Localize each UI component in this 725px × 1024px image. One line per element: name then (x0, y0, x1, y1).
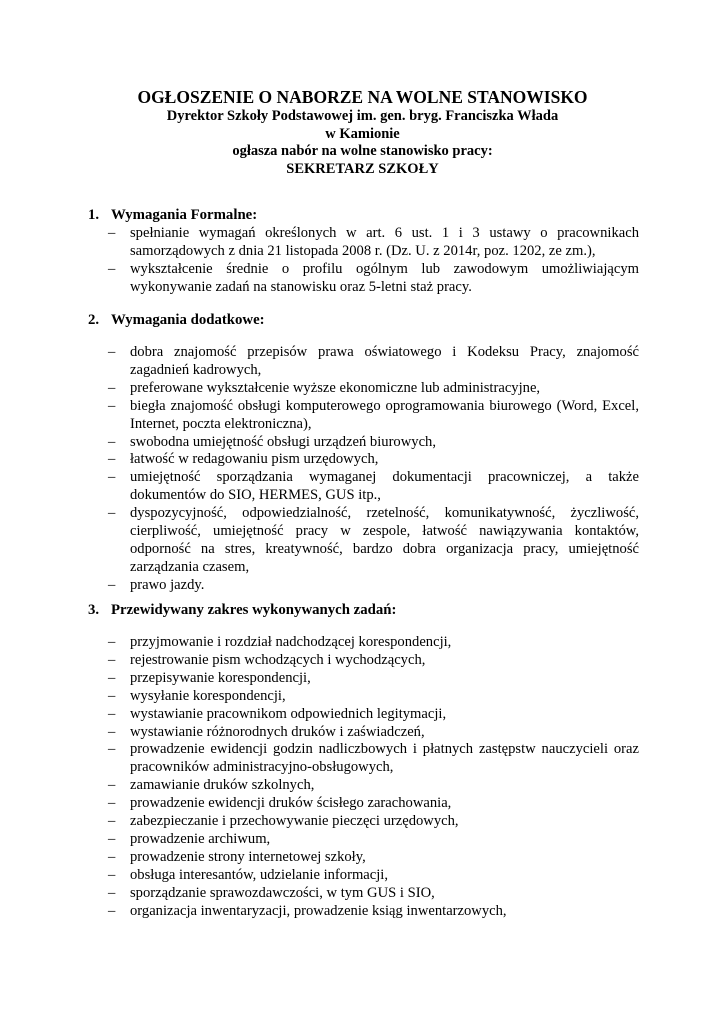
formal-requirements-list (108, 225, 639, 297)
section-number: 3. (88, 602, 100, 618)
list-item: – wystawianie pracownikom odpowiednich legitymacji, (108, 706, 639, 724)
task-scope-list (108, 634, 639, 921)
section-number: 2. (88, 312, 100, 328)
list-item: – dobra znajomość przepisów prawa oświatowego i Kodeksu Pracy, znajomość zagadnień kadrowych, (108, 344, 639, 380)
list-item: – biegła znajomość obsługi komputerowego oprogramowania biurowego (Word, Excel, Internet, poczta elektroniczna), (108, 398, 639, 434)
list-item: – wystawianie różnorodnych druków i zaświadczeń, (108, 724, 639, 742)
list-item: – umiejętność sporządzania wymaganej dokumentacji pracowniczej, a także dokumentów do SIO, HERMES, GUS itp., (108, 469, 639, 505)
list-item: – wysyłanie korespondencji, (108, 688, 639, 706)
page-title: OGŁOSZENIE O NABORZE NA WOLNE STANOWISKO (137, 87, 588, 107)
list-item: – organizacja inwentaryzacji, prowadzenie ksiąg inwentarzowych, (108, 903, 639, 921)
list-item: – preferowane wykształcenie wyższe ekonomiczne lub administracyjne, (108, 380, 639, 398)
list-item: – prowadzenie archiwum, (108, 831, 639, 849)
list-item: – prawo jazdy. (108, 577, 639, 595)
list-item: – spełnianie wymagań określonych w art. 6 ust. 1 i 3 ustawy o pracownikach samorządowych z dnia 21 listopada 2008 r. (Dz. U. z 2014r, poz. 1202, ze zm.), (108, 225, 639, 261)
section-heading-formal-requirements (88, 206, 257, 224)
header-announcement-line: ogłasza nabór na wolne stanowisko pracy: (232, 143, 493, 160)
section-heading-task-scope (88, 601, 396, 619)
list-item: – prowadzenie strony internetowej szkoły, (108, 849, 639, 867)
header-location-line: w Kamionie (325, 125, 400, 142)
list-item: – prowadzenie ewidencji druków ścisłego zarachowania, (108, 795, 639, 813)
section-heading-additional-requirements (88, 311, 265, 329)
list-item: – przepisywanie korespondencji, (108, 670, 639, 688)
header-director-line: Dyrektor Szkoły Podstawowej im. gen. bryg. Franciszka Włada (166, 108, 559, 124)
list-item: – zabezpieczanie i przechowywanie pieczęci urzędowych, (108, 813, 639, 831)
list-item: – dyspozycyjność, odpowiedzialność, rzetelność, komunikatywność, życzliwość, cierpliwość, umiejętność pracy w zespole, łatwość nawiązywania kontaktów, odporność na stres, kreatywność, bardzo dobra organizacja pracy, umiejętność zarządzania czasem, (108, 505, 639, 577)
section-number: 1. (88, 207, 100, 223)
list-item: – swobodna umiejętność obsługi urządzeń biurowych, (108, 434, 639, 452)
list-item: – rejestrowanie pism wchodzących i wychodzących, (108, 652, 639, 670)
list-item: – prowadzenie ewidencji godzin nadliczbowych i płatnych zastępstw nauczycieli oraz pracowników administracyjno-obsługowych, (108, 741, 639, 777)
list-item: – sporządzanie sprawozdawczości, w tym GUS i SIO, (108, 885, 639, 903)
list-item: – zamawianie druków szkolnych, (108, 777, 639, 795)
list-item: – obsługa interesantów, udzielanie informacji, (108, 867, 639, 885)
list-item: – wykształcenie średnie o profilu ogólnym lub zawodowym umożliwiającym wykonywanie zadań na stanowisku oraz 5-letni staż pracy. (108, 261, 639, 297)
additional-requirements-list (108, 344, 639, 595)
section-title: Wymagania dodatkowe: (111, 312, 265, 328)
document-header (0, 87, 725, 178)
list-item: – łatwość w redagowaniu pism urzędowych, (108, 451, 639, 469)
list-item: – przyjmowanie i rozdział nadchodzącej korespondencji, (108, 634, 639, 652)
section-title: Wymagania Formalne: (111, 207, 258, 223)
section-title: Przewidywany zakres wykonywanych zadań: (111, 602, 397, 618)
header-position-title: SEKRETARZ SZKOŁY (286, 160, 439, 177)
